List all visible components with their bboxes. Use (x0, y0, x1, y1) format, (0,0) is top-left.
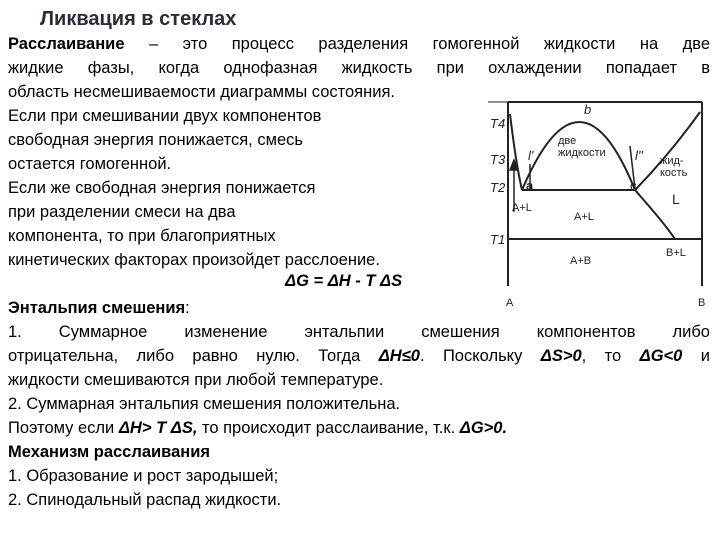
enthalpy-item1-line3: жидкости смешиваются при любой температуре. (8, 371, 384, 389)
enthalpy-item2: 2. Суммарная энтальпия смешения положительна. (8, 395, 401, 413)
item2b-text-a: Поэтому если (8, 419, 119, 437)
axis-label-a: A (506, 297, 514, 309)
two-liquids-1: две (558, 135, 577, 147)
para2-line3: остается гомогенной. (8, 155, 172, 173)
label-t3: T3 (490, 152, 506, 167)
two-liquids-2: жидкости (558, 147, 606, 159)
label-t4: T4 (490, 116, 506, 131)
point-a: a (526, 178, 534, 193)
para2-line6: компонента, то при благоприятных (8, 227, 276, 245)
liquid-label-1: жид- (660, 155, 684, 167)
point-b: b (584, 102, 592, 117)
term-separation: Расслаивание (8, 35, 125, 53)
para2-line4: Если же свободная энергия понижается (8, 179, 316, 197)
item2b-text-b: то происходит расслаивание, т.к. (197, 419, 460, 437)
point-l1: l' (528, 148, 534, 163)
mechanism-heading: Механизм расслаивания (8, 443, 210, 461)
para2-line1: Если при смешивании двух компонентов (8, 107, 322, 125)
enthalpy-item1-line1: 1. Суммарное изменение энтальпии смешения компонентов либо (8, 323, 710, 341)
item1-text-d: и (682, 347, 710, 365)
point-l2: l'' (635, 148, 643, 163)
gibbs-equation: ΔG = ΔH - T ΔS (285, 272, 403, 290)
region-a-l-left: A+L (512, 202, 532, 214)
item1-text-b: . Поскольку (419, 347, 541, 365)
region-a-b: A+B (570, 255, 592, 267)
axis-label-b: B (698, 297, 706, 309)
enthalpy-item1-line2 (8, 344, 710, 368)
item1-ds: ΔS>0 (540, 347, 582, 365)
item2b-condition: ΔH> T ΔS, (118, 419, 198, 437)
label-t2: T2 (490, 180, 506, 195)
mechanism-item-1: 1. Образование и рост зародышей; (8, 467, 279, 485)
item1-dg: ΔG<0 (639, 347, 683, 365)
para1-line3: область несмешиваемости диаграммы состояния. (8, 83, 395, 101)
liquid-label-2: кость (660, 167, 688, 179)
item1-dh: ΔH≤0 (378, 347, 420, 365)
region-l: L (672, 191, 680, 207)
item1-text-a: отрицательна, либо равно нулю. Тогда (8, 347, 379, 365)
para2-line7: кинетических факторах произойдет расслоение. (8, 251, 380, 269)
phase-diagram (470, 94, 720, 314)
mechanism-item-2: 2. Спинодальный распад жидкости. (8, 491, 282, 509)
point-c: c (630, 178, 637, 193)
label-t1: T1 (490, 232, 506, 247)
region-b-l: B+L (666, 247, 686, 259)
enthalpy-heading: Энтальпия смешения (8, 299, 186, 317)
item1-text-c: , то (581, 347, 640, 365)
enthalpy-heading-line (8, 296, 190, 320)
liquidus-a (510, 114, 522, 190)
para1-line2: жидкие фазы, когда однофазная жидкость при охлаждении попадает в (8, 59, 710, 77)
enthalpy-item2b (8, 416, 507, 440)
page-title: Ликвация в стеклах (40, 8, 237, 30)
item2b-dg: ΔG>0. (459, 419, 508, 437)
para2-line5: при разделении смеси на два (8, 203, 236, 221)
para1-line1-rest: – это процесс разделения гомогенной жидкости на две (124, 35, 710, 53)
para1-line1 (8, 32, 710, 56)
liquidus-b (635, 190, 675, 239)
enthalpy-colon: : (185, 299, 190, 317)
region-a-l: A+L (574, 211, 594, 223)
para2-line2: свободная энергия понижается, смесь (8, 131, 303, 149)
